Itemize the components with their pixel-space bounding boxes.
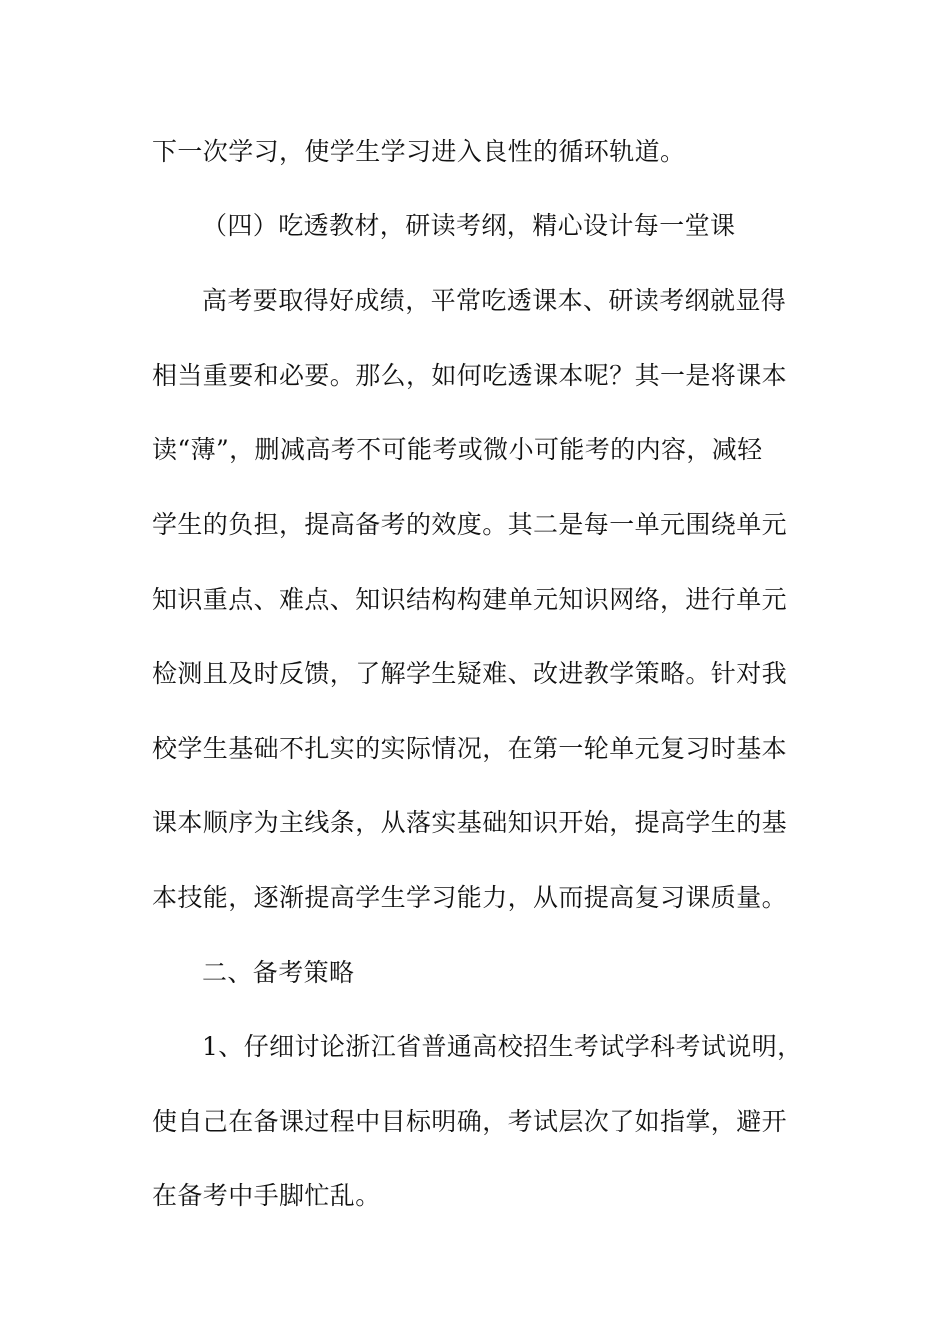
paragraph-line: 课本顺序为主线条，从落实基础知识开始，提高学生的基 [152,808,788,837]
paragraph-line: 相当重要和必要。那么，如何吃透课本呢？其一是将课本 [152,361,788,390]
paragraph-line: 读“薄”，删减高考不可能考或微小可能考的内容，减轻 [152,435,763,464]
paragraph-line: 使自己在备课过程中目标明确，考试层次了如指掌，避开 [152,1107,788,1136]
paragraph-line: 1、仔细讨论浙江省普通高校招生考试学科考试说明， [202,1032,803,1061]
paragraph-line: 高考要取得好成绩，平常吃透课本、研读考纲就显得 [202,286,787,315]
section-heading: （四）吃透教材，研读考纲，精心设计每一堂课 [202,211,736,240]
paragraph-line: 下一次学习，使学生学习进入良性的循环轨道。 [152,137,686,166]
section-heading: 二、备考策略 [202,958,355,987]
paragraph-line: 在备考中手脚忙乱。 [152,1181,381,1210]
paragraph-line: 检测且及时反馈，了解学生疑难、改进教学策略。针对我 [152,659,788,688]
paragraph-line: 校学生基础不扎实的实际情况，在第一轮单元复习时基本 [152,734,788,763]
paragraph-line: 知识重点、难点、知识结构构建单元知识网络，进行单元 [152,585,788,614]
paragraph-line: 学生的负担，提高备考的效度。其二是每一单元围绕单元 [152,510,788,539]
paragraph-line: 本技能，逐渐提高学生学习能力，从而提高复习课质量。 [152,883,788,912]
